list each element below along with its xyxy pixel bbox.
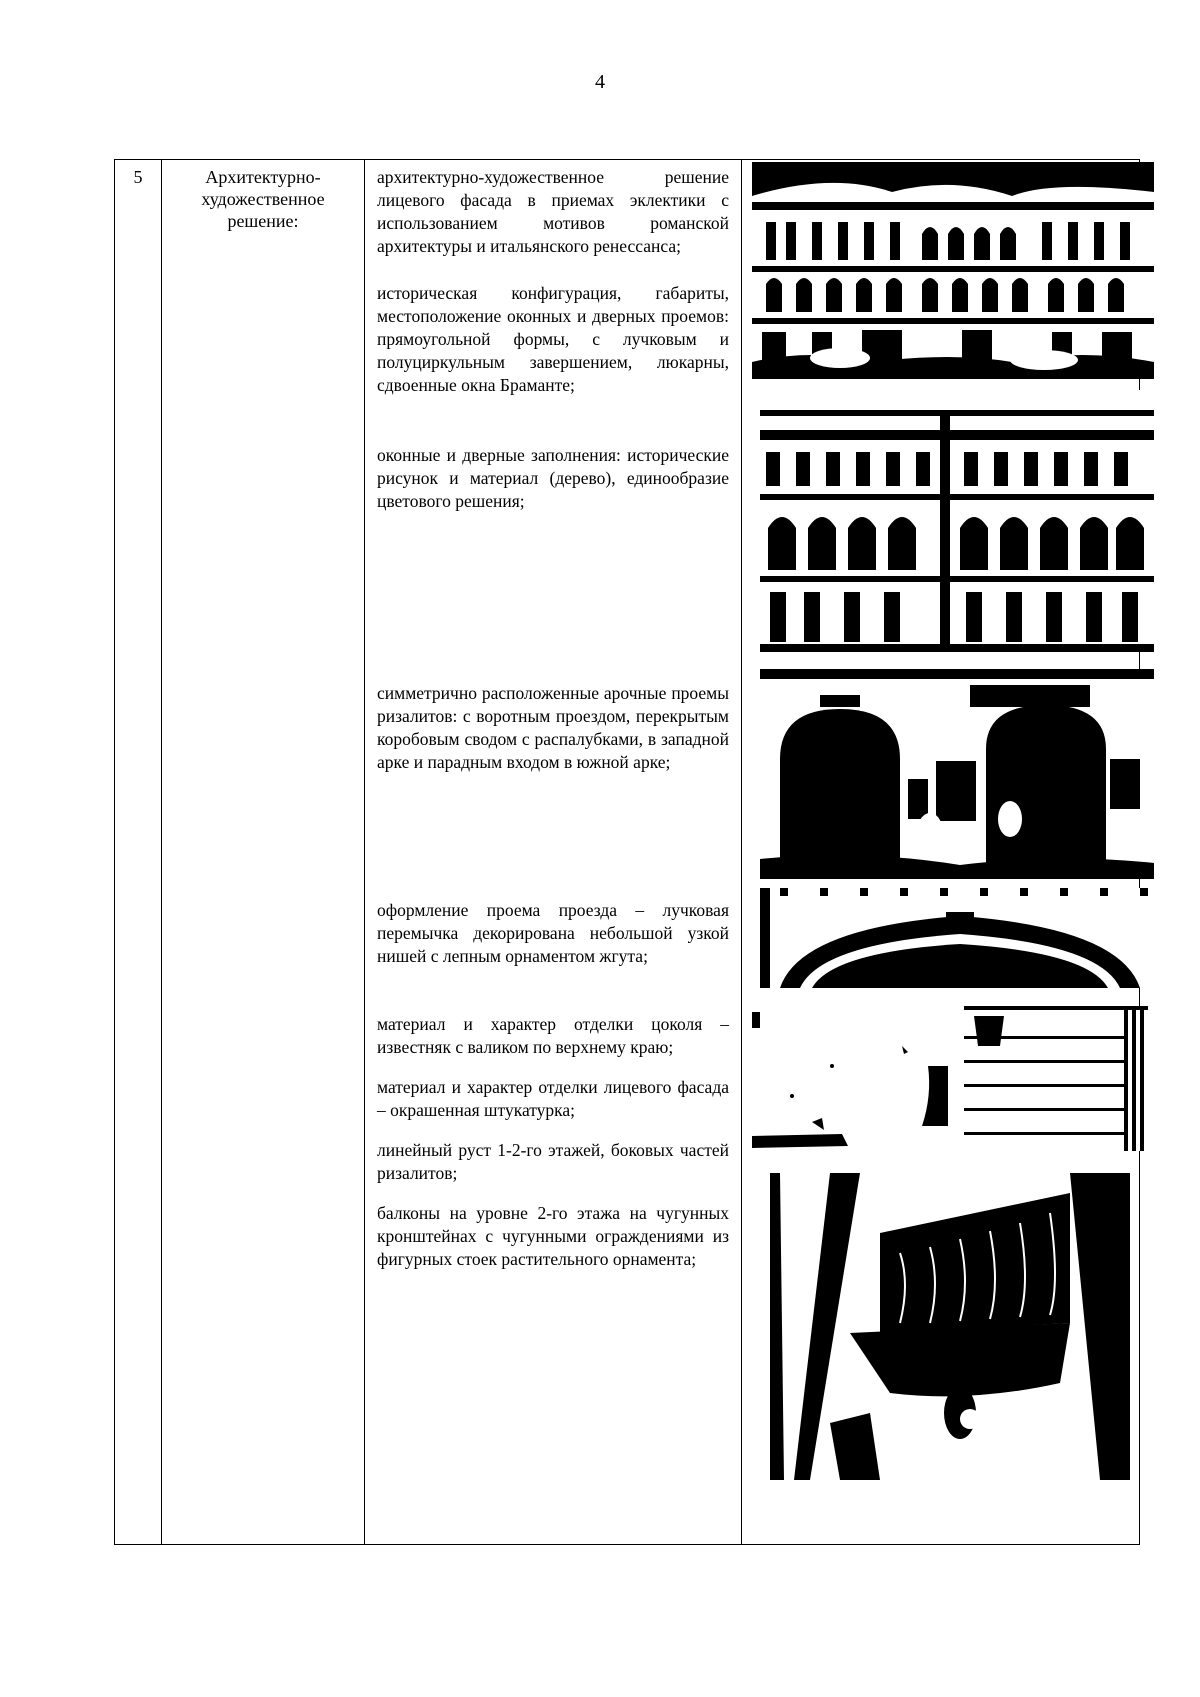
paragraph-rustication: линейный руст 1-2-го этажей, боковых частей ризалитов; [377,1140,729,1183]
arch-lintel-photo [760,888,1154,988]
photos-cell [742,160,1140,1545]
table-row [115,160,1140,1545]
facade-arched-windows-photo [760,390,1154,652]
paragraph-lintel: оформление проема проезда – лучковая перемычка декорирована небольшой узкой нишей с лепным орнаментом жгута; [377,900,729,966]
paragraph-stucco: материал и характер отделки лицевого фасада – окрашенная штукатурка; [377,1077,729,1120]
paragraph-fillings: оконные и дверные заполнения: исторические рисунок и материал (дерево), единообразие цветового решения; [377,445,729,511]
facade-street-photo [752,162,1154,379]
paragraph-openings: историческая конфигурация, габариты, местоположение оконных и дверных проемов: прямоугольной формы, с лучковым и полуциркульным завершением, люкарны, сдвоенные окна Браманте; [377,283,729,395]
paragraph-facade-style: архитектурно-художественное решение лицевого фасада в приемах эклектики с использованием мотивов романской архитектуры и итальянского ренессанса; [377,167,729,256]
heritage-table [114,159,1140,1545]
paragraph-plinth: материал и характер отделки цоколя – известняк с валиком по верхнему краю; [377,1014,729,1057]
page-number: 4 [595,71,605,93]
row-number: 5 [115,160,162,1545]
row-label: Архитектурно-художественное решение: [162,160,365,1545]
cast-iron-balcony-photo [770,1173,1130,1480]
plinth-photo [752,1006,948,1151]
description-cell [365,160,742,1545]
arched-entrances-photo [760,669,1154,879]
paragraph-arches: симметрично расположенные арочные проемы ризалитов: с воротным проездом, перекрытым коробовым сводом с распалубками, в западной арке и парадным входом в южной арке; [377,683,729,772]
rustication-photo [964,1006,1148,1151]
paragraph-balconies: балконы на уровне 2-го этажа на чугунных кронштейнах с чугунными ограждениями из фигурных стоек растительного орнамента; [377,1203,729,1269]
